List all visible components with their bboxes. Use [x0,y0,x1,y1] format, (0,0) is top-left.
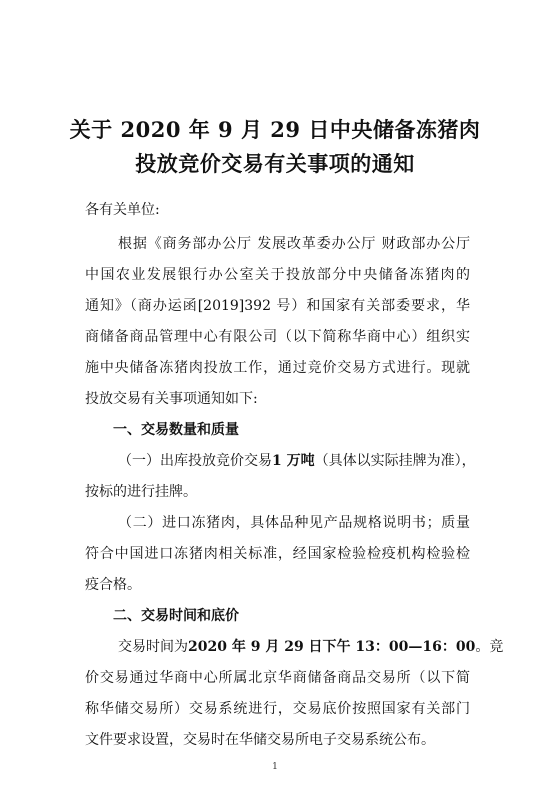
section-2-paragraph-line: 价交易通过华商中心所属北京华商储备商品交易所（以下简 [85,670,470,686]
section-1-item-1-line: 按标的进行挂牌。 [85,484,197,500]
section-2-heading: 二、交易时间和底价 [113,608,239,624]
time-text: 。竞 [475,639,504,655]
document-title-line-1: 关于 2020 年 9 月 29 日中央储备冻猪肉 [69,117,481,142]
section-1-item-2-line: （二）进口冻猪肉，具体品种见产品规格说明书；质量 [118,515,470,531]
page-number: 1 [272,762,278,772]
paragraph-1-line: 中国农业发展银行办公室关于投放部分中央储备冻猪肉的 [85,267,470,283]
trading-time-value: 2020 年 9 月 29 日下午 13：00—16：00 [188,639,476,655]
paragraph-1-line: 商储备商品管理中心有限公司（以下简称华商中心）组织实 [85,329,470,345]
section-1-item-2-line: 符合中国进口冻猪肉相关标准，经国家检验检疫机构检验检 [85,546,470,562]
paragraph-1-line: 根据《商务部办公厅 发展改革委办公厅 财政部办公厅 [118,236,470,252]
section-2-paragraph-line [118,638,504,656]
section-1-item-1-line [118,452,476,470]
item-1-text: （一）出库投放竞价交易 [118,453,272,469]
section-1-item-2-line: 疫合格。 [85,577,141,593]
salutation: 各有关单位: [85,202,160,218]
quantity-value: 1 万吨 [272,453,315,469]
item-1-text: （具体以实际挂牌为准）， [314,453,476,469]
paragraph-1-line: 投放交易有关事项通知如下: [85,391,258,407]
section-1-heading: 一、交易数量和质量 [113,422,239,438]
paragraph-1-line: 通知》（商办运函[2019]392 号）和国家有关部委要求，华 [85,298,470,314]
document-title-line-2: 投放竞价交易有关事项的通知 [135,151,415,176]
section-2-paragraph-line: 称华储交易所）交易系统进行，交易底价按照国家有关部门 [85,701,470,717]
section-2-paragraph-line: 文件要求设置，交易时在华储交易所电子交易系统公布。 [85,732,435,748]
time-text: 交易时间为 [118,639,188,655]
paragraph-1-line: 施中央储备冻猪肉投放工作，通过竞价交易方式进行。现就 [85,360,470,376]
